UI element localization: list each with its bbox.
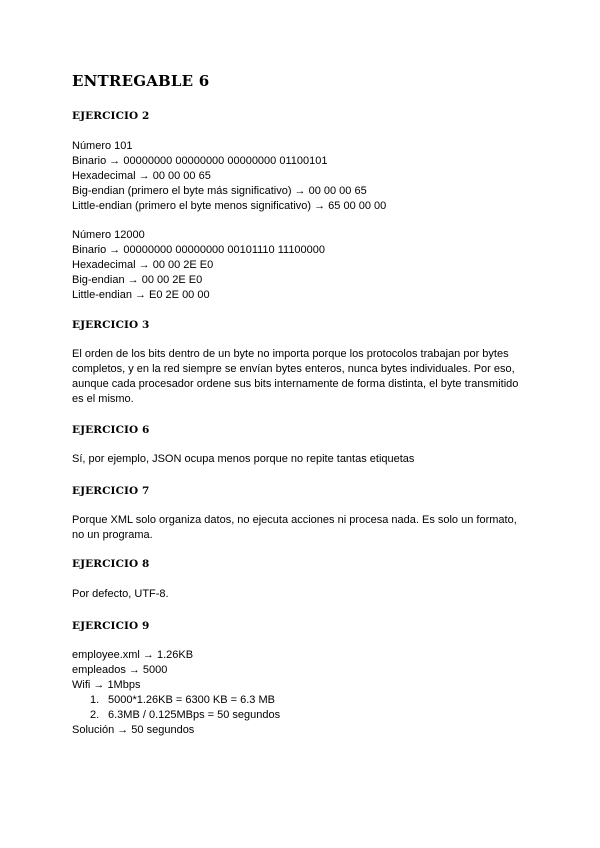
ejercicio-2-number-101	[72, 139, 532, 214]
paragraph: Porque XML solo organiza datos, no ejecuta acciones ni procesa nada. Es solo un formato, no un programa.	[72, 514, 517, 541]
heading-ejercicio-6: EJERCICIO 6	[72, 424, 150, 436]
text-line: employee.xml → 1.26KB	[72, 649, 194, 661]
text-line: Hexadecimal → 00 00 2E E0	[72, 259, 214, 271]
text-line: Binario → 00000000 00000000 00101110 11100000	[72, 244, 326, 256]
text-line: Binario → 00000000 00000000 00000000 01100101	[72, 155, 328, 167]
ejercicio-9-answer	[72, 648, 532, 738]
ejercicio-6-answer	[72, 452, 532, 467]
list-item-number: 2.	[90, 709, 100, 721]
document-title: ENTREGABLE 6	[72, 72, 210, 90]
paragraph: Por defecto, UTF-8.	[72, 588, 169, 600]
text-line: empleados → 5000	[72, 664, 168, 676]
ejercicio-2-number-12000	[72, 228, 532, 303]
solution-line: Solución → 50 segundos	[72, 724, 195, 736]
list-item	[72, 708, 532, 723]
heading-ejercicio-9: EJERCICIO 9	[72, 620, 150, 632]
heading-ejercicio-8: EJERCICIO 8	[72, 558, 150, 570]
paragraph: El orden de los bits dentro de un byte no importa porque los protocolos trabajan por bytes completos, y en la red siempre se envían bytes enteros, nunca bytes individuales. Por eso, aunque cada procesador ordene sus bits internamente de forma distinta, el byte transmitido es el mismo.	[72, 348, 519, 405]
calculation-steps-list	[72, 693, 532, 723]
text-line: Little-endian → E0 2E 00 00	[72, 289, 210, 301]
ejercicio-3-answer	[72, 347, 532, 407]
text-line: Little-endian (primero el byte menos significativo) → 65 00 00 00	[72, 200, 387, 212]
list-item	[72, 693, 532, 708]
heading-ejercicio-7: EJERCICIO 7	[72, 485, 150, 497]
list-item-text: 6.3MB / 0.125MBps = 50 segundos	[108, 709, 281, 721]
list-item-number: 1.	[90, 694, 100, 706]
heading-ejercicio-3: EJERCICIO 3	[72, 319, 150, 331]
list-item-text: 5000*1.26KB = 6300 KB = 6.3 MB	[108, 694, 275, 706]
text-line: Wifi → 1Mbps	[72, 679, 141, 691]
paragraph: Sí, por ejemplo, JSON ocupa menos porque no repite tantas etiquetas	[72, 453, 415, 465]
text-line: Hexadecimal → 00 00 00 65	[72, 170, 211, 182]
text-line: Número 12000	[72, 229, 145, 241]
heading-ejercicio-2: EJERCICIO 2	[72, 110, 150, 122]
ejercicio-7-answer	[72, 513, 532, 543]
text-line: Big-endian (primero el byte más significativo) → 00 00 00 65	[72, 185, 367, 197]
text-line: Big-endian → 00 00 2E E0	[72, 274, 203, 286]
text-line: Número 101	[72, 140, 133, 152]
ejercicio-8-answer	[72, 587, 532, 602]
